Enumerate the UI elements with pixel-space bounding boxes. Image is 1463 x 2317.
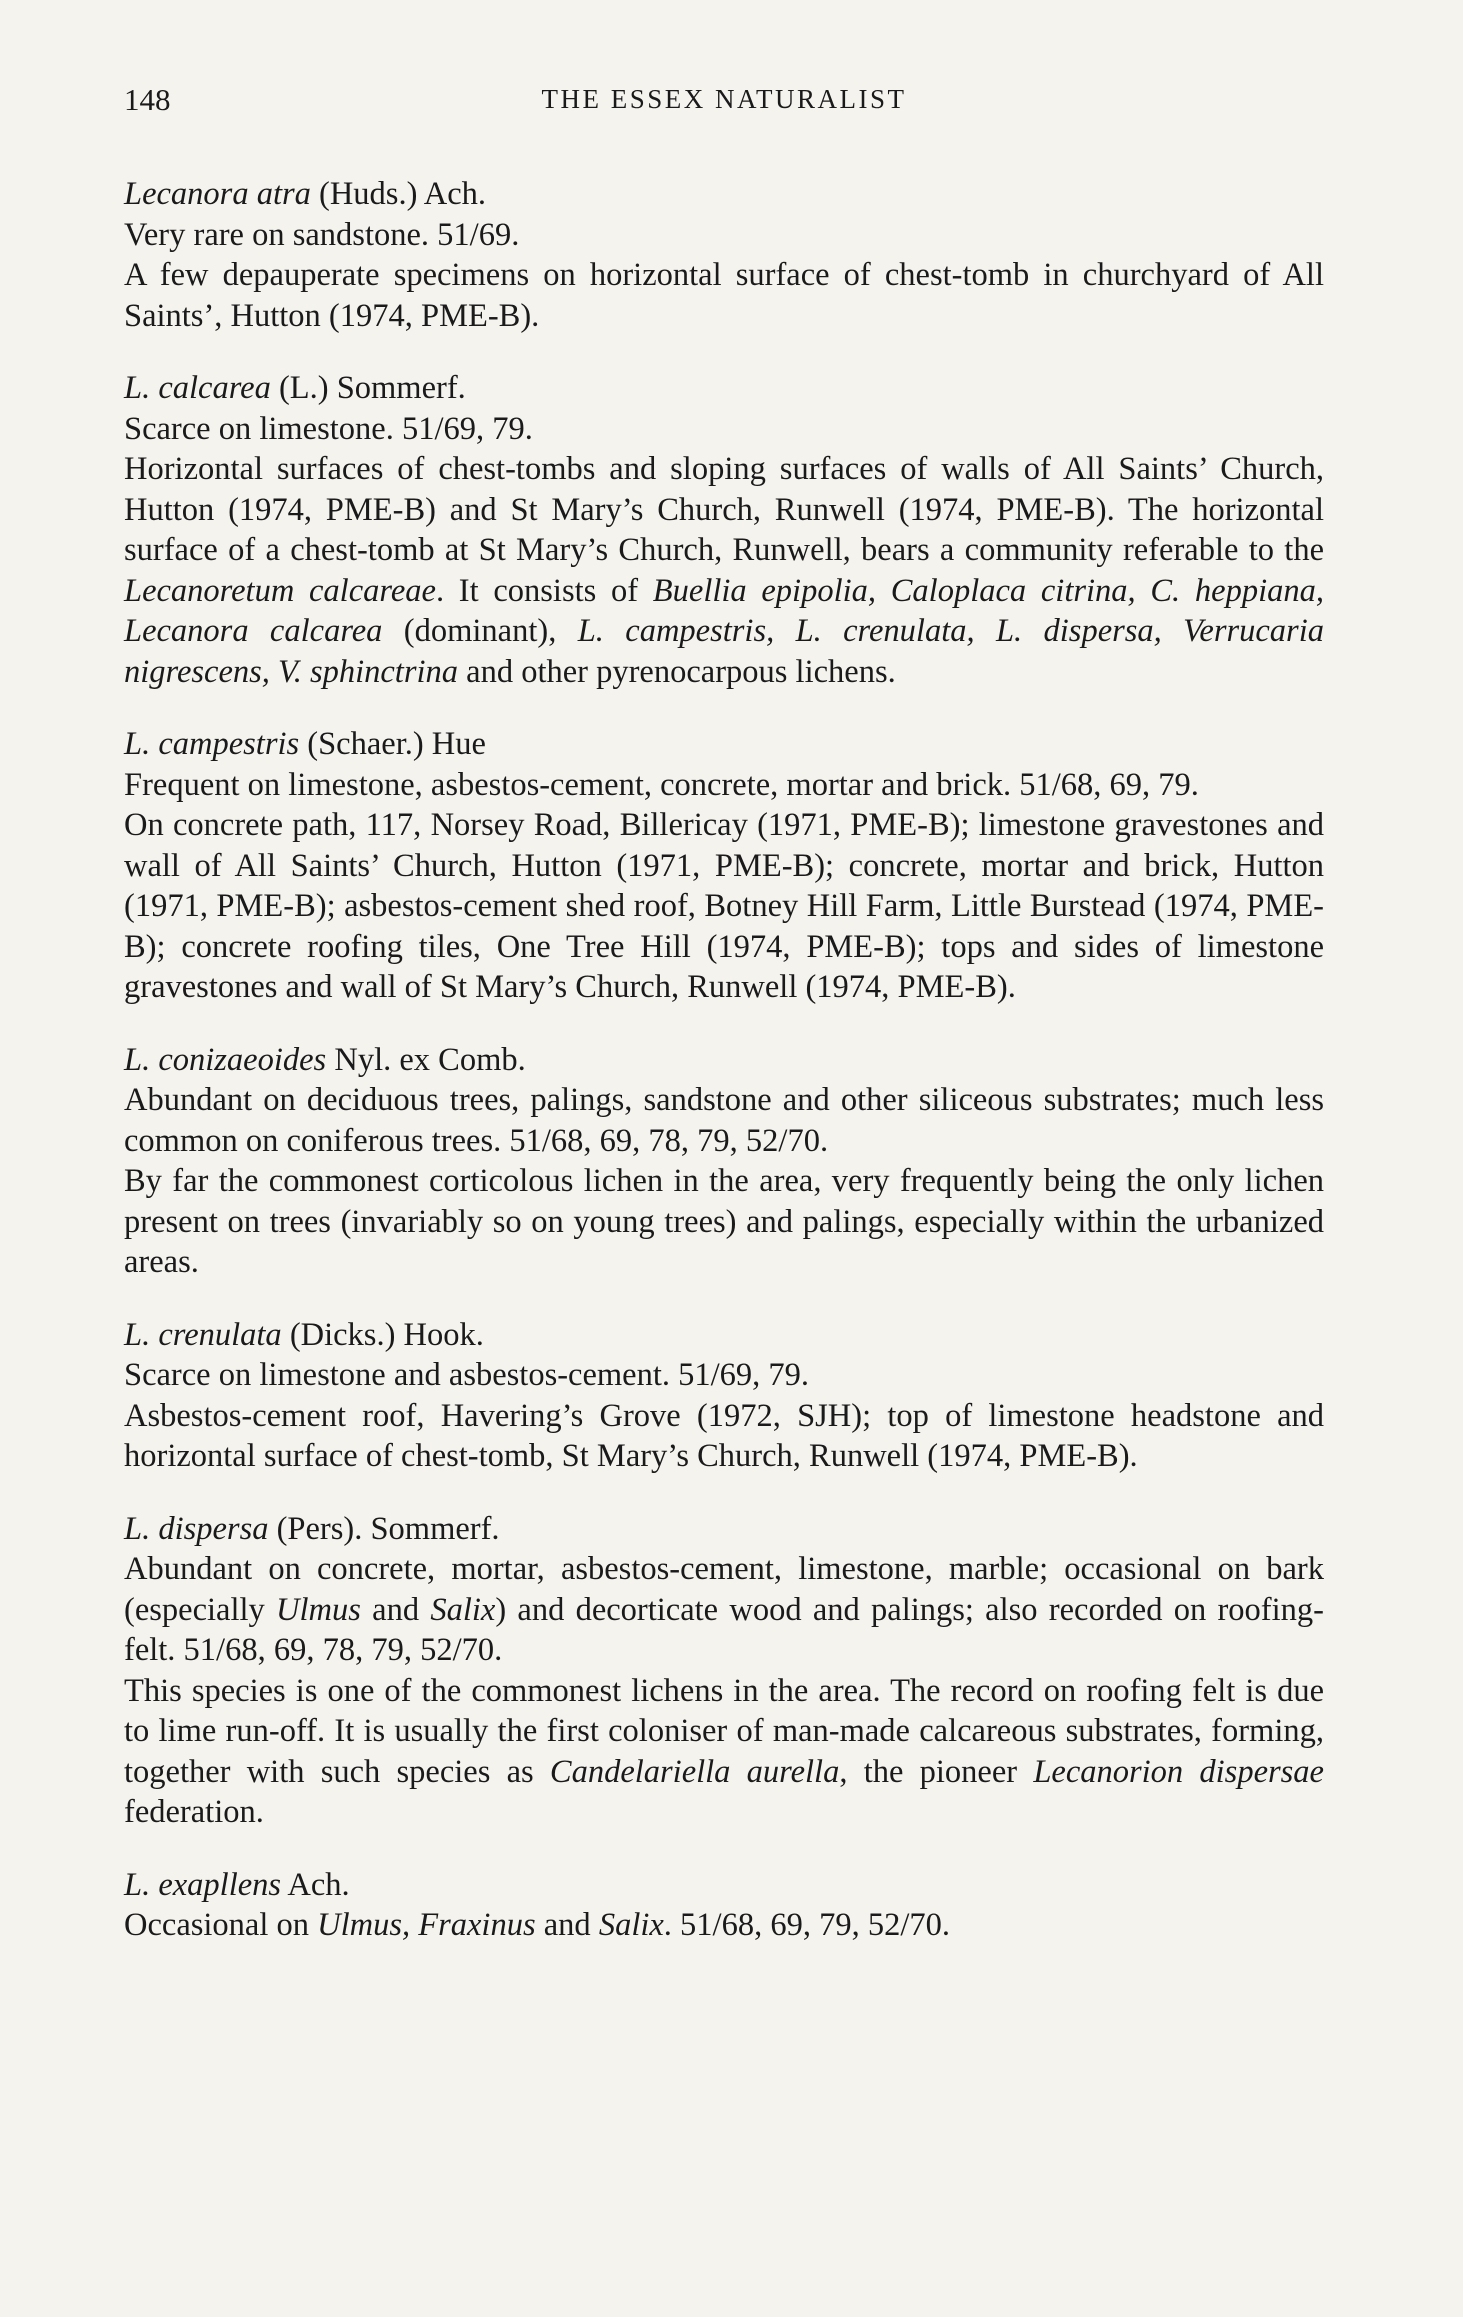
species-authority: Nyl. ex Comb. — [334, 1041, 526, 1078]
page — [124, 82, 1324, 1968]
species-heading — [124, 1315, 1324, 1356]
species-details: Asbestos-cement roof, Havering’s Grove (1972, SJH); top of limestone headstone and horizontal surface of chest-tomb, St Mary’s Church, Runwell (1974, PME-B). — [124, 1397, 1324, 1474]
species-status: Abundant on deciduous trees, palings, sandstone and other siliceous substrates; much less common on coniferous trees. 51/68, 69, 78, 79, 52/70. — [124, 1082, 1324, 1159]
species-heading — [124, 368, 1324, 409]
running-head — [124, 82, 1324, 142]
species-entry — [124, 1509, 1324, 1833]
species-name: L. campestris — [124, 726, 300, 762]
species-details: Horizontal surfaces of chest-tombs and sloping surfaces of walls of All Saints’ Church, Hutton (1974, PME-B) and St Mary’s Church, Runwell (1974, PME-B). The horizontal surface of a chest-tomb at St Mary’s Church, Runwell, bears a community referable to the Lecanoretum calcareae. It consists of Buellia epipolia, Caloplaca citrina, C. heppiana, Lecanora calcarea (dominant), L. campestris, L. crenulata, L. dispersa, Verrucaria nigrescens, V. sphinctrina and other pyrenocarpous lichens. — [124, 451, 1324, 690]
species-heading — [124, 1865, 1324, 1906]
species-heading — [124, 1509, 1324, 1550]
species-authority: (L.) Sommerf. — [278, 370, 466, 406]
species-authority: (Pers). Sommerf. — [276, 1510, 500, 1547]
species-status: Scarce on limestone. 51/69, 79. — [124, 410, 533, 447]
species-entry — [124, 1315, 1324, 1477]
species-name: L. exapllens — [124, 1866, 282, 1903]
species-authority: (Huds.) Ach. — [319, 176, 486, 212]
species-details: This species is one of the commonest lichens in the area. The record on roofing felt is due to lime run-off. It is usually the first coloniser of man-made calcareous substrates, forming, together with such species as Candelariella aurella, the pioneer Lecanorion dispersae federation. — [124, 1672, 1324, 1830]
species-name: L. conizaeoides — [124, 1041, 327, 1078]
species-name: Lecanora atra — [124, 176, 311, 212]
species-entry — [124, 1040, 1324, 1283]
species-heading — [124, 724, 1324, 765]
species-details: By far the commonest corticolous lichen in the area, very frequently being the only lichen present on trees (invariably so on young trees) and palings, especially within the urbanized areas. — [124, 1163, 1324, 1280]
species-name: L. crenulata — [124, 1316, 282, 1353]
species-entry — [124, 724, 1324, 1008]
species-status: Occasional on Ulmus, Fraxinus and Salix. 51/68, 69, 79, 52/70. — [124, 1907, 950, 1943]
journal-title: THE ESSEX NATURALIST — [541, 84, 907, 114]
page-number: 148 — [124, 82, 171, 117]
species-entry — [124, 1865, 1324, 1946]
species-details: A few depauperate specimens on horizontal surface of chest-tomb in churchyard of All Saints’, Hutton (1974, PME-B). — [124, 257, 1324, 334]
species-authority: (Dicks.) Hook. — [289, 1316, 484, 1353]
species-entry — [124, 174, 1324, 336]
species-authority: Ach. — [287, 1866, 350, 1903]
species-name: L. calcarea — [124, 370, 271, 406]
species-authority: (Schaer.) Hue — [307, 726, 486, 762]
species-status: Abundant on concrete, mortar, asbestos-cement, limestone, marble; occasional on bark (especially Ulmus and Salix) and decorticate wood and palings; also recorded on roofing-felt. 51/68, 69, 78, 79, 52/70. — [124, 1551, 1324, 1668]
species-heading — [124, 174, 1324, 215]
species-name: L. dispersa — [124, 1510, 269, 1547]
species-status: Very rare on sandstone. 51/69. — [124, 216, 520, 253]
species-heading — [124, 1040, 1324, 1081]
species-status: Frequent on limestone, asbestos-cement, concrete, mortar and brick. 51/68, 69, 79. — [124, 766, 1199, 803]
species-entry — [124, 368, 1324, 692]
species-details: On concrete path, 117, Norsey Road, Billericay (1971, PME-B); limestone gravestones and wall of All Saints’ Church, Hutton (1971, PME-B); concrete, mortar and brick, Hutton (1971, PME-B); asbestos-cement shed roof, Botney Hill Farm, Little Burstead (1974, PME-B); concrete roofing tiles, One Tree Hill (1974, PME-B); tops and sides of limestone gravestones and wall of St Mary’s Church, Runwell (1974, PME-B). — [124, 807, 1324, 1005]
species-status: Scarce on limestone and asbestos-cement. 51/69, 79. — [124, 1357, 810, 1393]
